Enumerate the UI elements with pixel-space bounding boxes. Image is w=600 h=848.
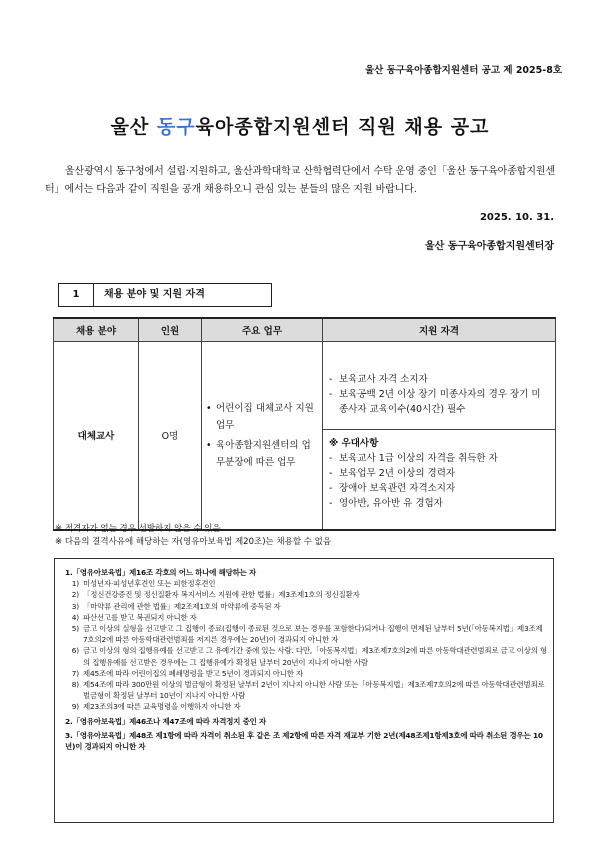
table-row	[54, 342, 556, 530]
section-header	[58, 283, 272, 307]
list-item: 6) 금고 이상의 형의 집행유예를 선고받고 그 유예기간 중에 있는 사람. 다만,「아동복지법」제3조제7호의2에 따른 아동학대관련범죄로 금고 이상의 형의 집행유예를 선고받은 경우에는 그 집행유예가 확정된 날부터 20년이 지나지 아니한 사람	[71, 646, 547, 667]
disqualification-head-3: 3.「영유아보육법」제48조 제1항에 따라 자격이 취소된 후 같은 조 제2항에 따른 자격 재교부 기한 2년(제48조제1항제3호에 따라 취소된 경우는 10년)이 경과되지 아니한 자	[65, 730, 543, 752]
col-header-duties: 주요 업무	[202, 318, 323, 342]
required-qualifications	[323, 352, 555, 430]
list-item: 1) 미성년자·피성년후견인 또는 피한정후견인	[71, 579, 216, 589]
announcement-date: 2025. 10. 31.	[479, 212, 554, 223]
job-duties	[202, 342, 323, 530]
list-item: - 영아반, 유아반 유 경험자	[329, 497, 443, 509]
title-prefix: 울산	[110, 116, 157, 138]
list-item: 5) 금고 이상의 실형을 선고받고 그 집행이 종료(집행이 종료된 것으로 보는 경우를 포함한다)되거나 집행이 면제된 날부터 5년(「아동복지법」제3조제7호의2에 따른 아동학대관련범죄를 저지른 경우에는 20년)이 경과되지 아니한 자	[71, 624, 543, 645]
recruitment-table	[53, 317, 556, 531]
signer: 울산 동구육아종합지원센터장	[424, 241, 554, 252]
list-item: 7) 제45조에 따라 어린이집의 폐쇄명령을 받고 5년이 경과되지 아니한 자	[71, 668, 303, 678]
col-header-field: 채용 분야	[54, 318, 139, 342]
preferred-title: ※ 우대사항	[329, 437, 379, 449]
note-item: ※ 적격자가 없는 경우 선발하지 않을 수 있음	[55, 524, 221, 534]
list-item: - 장애아 보육관련 자격소지자	[329, 482, 456, 494]
col-header-qualifications: 지원 자격	[323, 318, 556, 342]
list-item: 9) 제23조의3에 따른 교육명령을 이행하지 아니한 자	[71, 702, 241, 712]
duty-item: • 어린이집 대체교사 지원 업무	[206, 402, 314, 431]
section-label: 채용 분야 및 지원 자격	[104, 289, 205, 300]
intro-paragraph: 울산광역시 동구청에서 설립·지원하고, 울산과학대학교 산학협력단에서 수탁 운영 중인「울산 동구육아종합지원센터」에서는 다음과 같이 직원을 공개 채용하오니 관심 있는 분들의 많은 지원 바랍니다.	[45, 166, 556, 195]
job-count: O명	[139, 342, 202, 530]
duty-item: • 육아종합지원센터의 업무분장에 따른 업무	[206, 439, 311, 468]
list-item: 3) 「마약류 관리에 관한 법률」제2조제1호의 마약류에 중독된 자	[71, 601, 281, 611]
list-item: 2) 「정신건강증진 및 정신질환자 복지서비스 지원에 관한 법률」제3조제1호의 정신질환자	[71, 590, 360, 600]
disqualification-box	[54, 558, 554, 823]
note-item: ※ 다음의 결격사유에 해당하는 자(영유아보육법 제20조)는 채용할 수 없음	[55, 537, 332, 547]
list-item: - 보육교사 자격 소지자	[329, 373, 428, 385]
disqualification-head-2: 2.「영유아보육법」제46조나 제47조에 따라 자격정지 중인 자	[65, 716, 266, 726]
list-item: - 보육공백 2년 이상 장기 미종사자의 경우 장기 미종사자 교육이수(40시간) 필수	[329, 388, 541, 415]
title-suffix: 육아종합지원센터 직원 채용 공고	[195, 116, 490, 138]
disqualification-list	[65, 567, 547, 752]
page-title	[0, 112, 600, 139]
col-header-count: 인원	[139, 318, 202, 342]
title-accent: 동구	[156, 116, 196, 138]
list-item: 8) 제54조에 따라 300만원 이상의 벌금형이 확정된 날부터 2년이 지나지 아니한 사람 또는「아동복지법」제3조제7호의2에 따른 아동학대관련범죄로 벌금형이 확정된 날부터 10년이 지나지 아니한 사람	[71, 680, 545, 701]
job-field: 대체교사	[54, 342, 139, 530]
table-header-row	[54, 318, 556, 342]
list-item: - 보육교사 1급 이상의 자격을 취득한 자	[329, 452, 498, 464]
list-item: - 보육업무 2년 이상의 경력자	[329, 467, 456, 479]
list-item: 4) 파산선고를 받고 복권되지 아니한 자	[71, 612, 197, 622]
notes	[55, 523, 331, 549]
job-qualifications	[323, 342, 556, 530]
document-number: 울산 동구육아종합지원센터 공고 제 2025-8호	[364, 65, 562, 76]
preferred-qualifications	[323, 430, 555, 519]
disqualification-head-1: 1.「영유아보육법」제16조 각호의 어느 하나에 해당하는 자	[65, 568, 257, 577]
section-number: 1	[59, 284, 94, 306]
